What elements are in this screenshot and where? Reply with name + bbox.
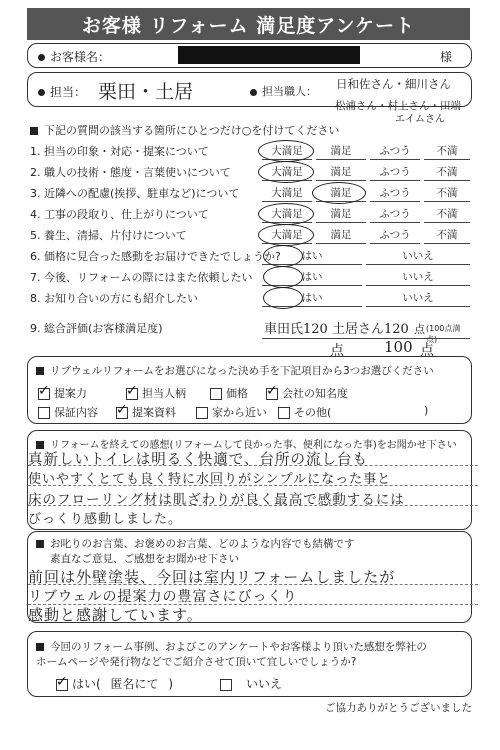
option-unsatisfied[interactable]: 不満: [424, 162, 470, 181]
checkbox-icon[interactable]: [38, 407, 50, 419]
overall-second-unit-2: 点: [420, 343, 434, 359]
impression-line-1: 真新しいトイレは明るく快適で、台所の流し台も: [28, 452, 368, 468]
footer-text: ご協力ありがとうございました: [325, 702, 472, 714]
option-unsatisfied[interactable]: 不満: [424, 183, 470, 202]
option-satisfied[interactable]: 満足: [316, 141, 366, 160]
redacted-customer-name: [178, 46, 360, 64]
overall-second-unit: 点: [330, 343, 344, 359]
overall-score-field[interactable]: [262, 316, 470, 344]
publish-no-option[interactable]: [220, 675, 282, 692]
option-yes[interactable]: はい: [262, 267, 362, 286]
option-very-satisfied[interactable]: 大満足: [262, 141, 312, 160]
question-label: 2. 職人の技術・態度・言葉使いについて: [30, 166, 231, 179]
option-very-satisfied[interactable]: 大満足: [262, 225, 312, 244]
impression-line-3: 床のフローリング材は肌ざわりが良く最高で感動するには: [28, 492, 405, 508]
question-6: [30, 246, 281, 266]
question-2: [30, 162, 231, 182]
craftsmen-label: 担当職人：: [262, 85, 317, 98]
feedback-heading-row: [36, 536, 355, 551]
question-3: [30, 183, 239, 203]
question-5: [30, 225, 187, 245]
option-unsatisfied[interactable]: 不満: [424, 204, 470, 223]
feedback-line-1: 前回は外壁塗装、今回は室内リフォームしましたが: [28, 568, 396, 586]
feedback-line-2: リブウェルの提案力の豊富さにびっくり: [28, 589, 298, 605]
checkbox-icon[interactable]: [210, 388, 222, 400]
reason-label: 価格: [226, 387, 248, 400]
reason-label: 提案資料: [132, 406, 176, 419]
selection-circle: [263, 245, 303, 267]
option-neutral[interactable]: ふつう: [370, 204, 420, 223]
feedback-line-3: 感動と感謝しています。: [28, 606, 203, 624]
option-no[interactable]: いいえ: [366, 267, 470, 286]
publish-yes-option[interactable]: [56, 675, 173, 692]
craftsmen-line-1: 日和佐さん・細川さん: [336, 77, 451, 91]
square-bullet-icon: [36, 540, 44, 548]
staff-value: 栗田・土居: [98, 81, 194, 103]
survey-title: [27, 8, 470, 40]
reason-item[interactable]: [126, 385, 186, 401]
publish-text-1: 今回のリフォーム事例、およびこのアンケートやお客様より頂いた感想を弊社の: [50, 641, 427, 653]
craftsmen-line-2: 松浦さん・村上さん・田端: [335, 100, 461, 112]
option-very-satisfied[interactable]: 大満足: [262, 204, 312, 223]
checkbox-icon[interactable]: [278, 407, 290, 419]
question-label: 8. お知り合いの方にも紹介したい: [30, 292, 198, 305]
reasons-heading: リブウェルリフォームをお選びになった決め手を下記項目から3つお選びください: [50, 365, 434, 377]
selection-circle: [312, 182, 366, 204]
option-very-satisfied[interactable]: 大満足: [262, 162, 312, 181]
reason-item[interactable]: [38, 404, 98, 420]
overall-written-score: 車田氏120 土居さん120: [264, 322, 409, 337]
option-satisfied[interactable]: 満足: [316, 204, 366, 223]
selection-circle: [263, 287, 303, 309]
option-satisfied[interactable]: 満足: [316, 162, 366, 181]
publish-box: [27, 631, 472, 697]
reasons-heading-row: [36, 363, 434, 378]
reason-label: 提案力: [54, 387, 87, 400]
reason-label: 家から近い: [212, 406, 267, 419]
customer-suffix: 様: [440, 50, 453, 64]
craftsmen-row: [250, 83, 317, 99]
checkbox-icon[interactable]: [266, 388, 278, 400]
reason-label: その他(: [294, 406, 332, 419]
overall-label: 9. 総合評価(お客様満足度): [30, 322, 163, 335]
checkbox-icon[interactable]: [126, 388, 138, 400]
square-bullet-icon: [36, 367, 44, 375]
selection-circle: [258, 140, 314, 162]
reason-item[interactable]: [210, 385, 248, 401]
question-8: [30, 288, 198, 308]
customer-name-row: [38, 48, 110, 65]
checkbox-icon[interactable]: [56, 679, 68, 691]
question-label: 4. 工事の段取り、仕上がりについて: [30, 208, 209, 221]
staff-label: 担当：: [50, 85, 87, 99]
option-unsatisfied[interactable]: 不満: [424, 141, 470, 160]
question-1: [30, 141, 209, 161]
instructions-text: 下記の質問の該当する箇所にひとつだけ○を付けてください: [44, 124, 340, 137]
selection-circle: [258, 161, 314, 183]
reason-label: 保証内容: [54, 406, 98, 419]
publish-yes-label: はい(: [72, 677, 101, 691]
publish-no-label: いいえ: [246, 677, 283, 691]
reasons-box: [27, 356, 472, 424]
checkbox-icon[interactable]: [196, 407, 208, 419]
reason-other-close: ): [424, 404, 429, 417]
survey-title-text: お客様 リフォーム 満足度アンケート: [81, 14, 416, 37]
impression-line-4: びっくり感動しました。: [28, 512, 183, 527]
option-neutral[interactable]: ふつう: [370, 183, 420, 202]
option-neutral[interactable]: ふつう: [370, 162, 420, 181]
reason-item[interactable]: [278, 404, 331, 420]
overall-second-score: 100: [384, 338, 413, 356]
publish-yes-close: ): [168, 677, 174, 691]
option-no[interactable]: いいえ: [366, 288, 470, 307]
bullet-icon: [38, 54, 45, 61]
reason-label: 会社の知名度: [282, 387, 348, 400]
question-label: 6. 価格に見合った感動をお届けできたでしょうか?: [30, 250, 281, 263]
publish-text-2: ホームページや発行物などでご紹介させて頂いて宜しいでしょうか?: [36, 656, 357, 668]
reason-item[interactable]: [38, 385, 87, 401]
question-7: [30, 267, 252, 287]
selection-circle: [258, 224, 314, 246]
option-neutral[interactable]: ふつう: [370, 225, 420, 244]
staff-row: [38, 83, 86, 100]
overall-note: (100点満点): [426, 324, 461, 344]
craftsmen-line-3: エイムさん: [395, 114, 445, 125]
bullet-icon: [38, 89, 45, 96]
customer-name-label: お客様名：: [50, 50, 111, 64]
impression-heading: リフォームを終えての感想(リフォームして良かった事、便利になった事)をお聞かせ下さい: [50, 440, 457, 451]
publish-text-row: [36, 639, 427, 654]
bullet-icon: [250, 89, 257, 96]
question-label: 1. 担当の印象・対応・提案について: [30, 145, 209, 158]
square-bullet-icon: [30, 127, 38, 135]
question-label: 7. 今後、リフォームの際にはまた依頼したい: [30, 271, 253, 284]
feedback-heading-1: お叱りのお言葉、お褒めのお言葉、どのような内容でも結構です: [50, 538, 355, 550]
impression-line-2: 使いやすくとても良く特に水回りがシンプルになった事と: [28, 472, 392, 487]
option-no[interactable]: いいえ: [366, 246, 470, 265]
question-4: [30, 204, 209, 224]
reason-item[interactable]: [116, 404, 176, 420]
customer-name-box: [27, 43, 472, 68]
instructions-row: [30, 122, 339, 138]
question-label: 5. 養生、清掃、片付けについて: [30, 229, 187, 242]
publish-anonymous-label: 匿名にて: [110, 677, 159, 691]
overall-question: [30, 318, 163, 338]
option-unsatisfied[interactable]: 不満: [424, 225, 470, 244]
checkbox-icon[interactable]: [220, 679, 232, 691]
selection-circle: [263, 266, 303, 288]
option-yes[interactable]: はい: [262, 246, 362, 265]
question-label: 3. 近隣への配慮(挨拶、駐車など)について: [30, 187, 240, 200]
option-satisfied[interactable]: 満足: [316, 183, 366, 202]
overall-unit: 点: [414, 323, 425, 336]
checkbox-icon[interactable]: [116, 407, 128, 419]
reason-label: 担当人柄: [142, 387, 186, 400]
option-yes[interactable]: はい: [262, 288, 362, 307]
checkbox-icon[interactable]: [38, 388, 50, 400]
selection-circle: [258, 203, 314, 225]
option-very-satisfied[interactable]: 大満足: [262, 183, 312, 202]
reason-item[interactable]: [196, 404, 267, 420]
option-neutral[interactable]: ふつう: [370, 141, 420, 160]
feedback-heading-2: 素直なご意見、ご感想をお聞かせ下さい: [50, 553, 239, 565]
reason-item[interactable]: [266, 385, 348, 401]
option-satisfied[interactable]: 満足: [316, 225, 366, 244]
square-bullet-icon: [36, 643, 44, 651]
